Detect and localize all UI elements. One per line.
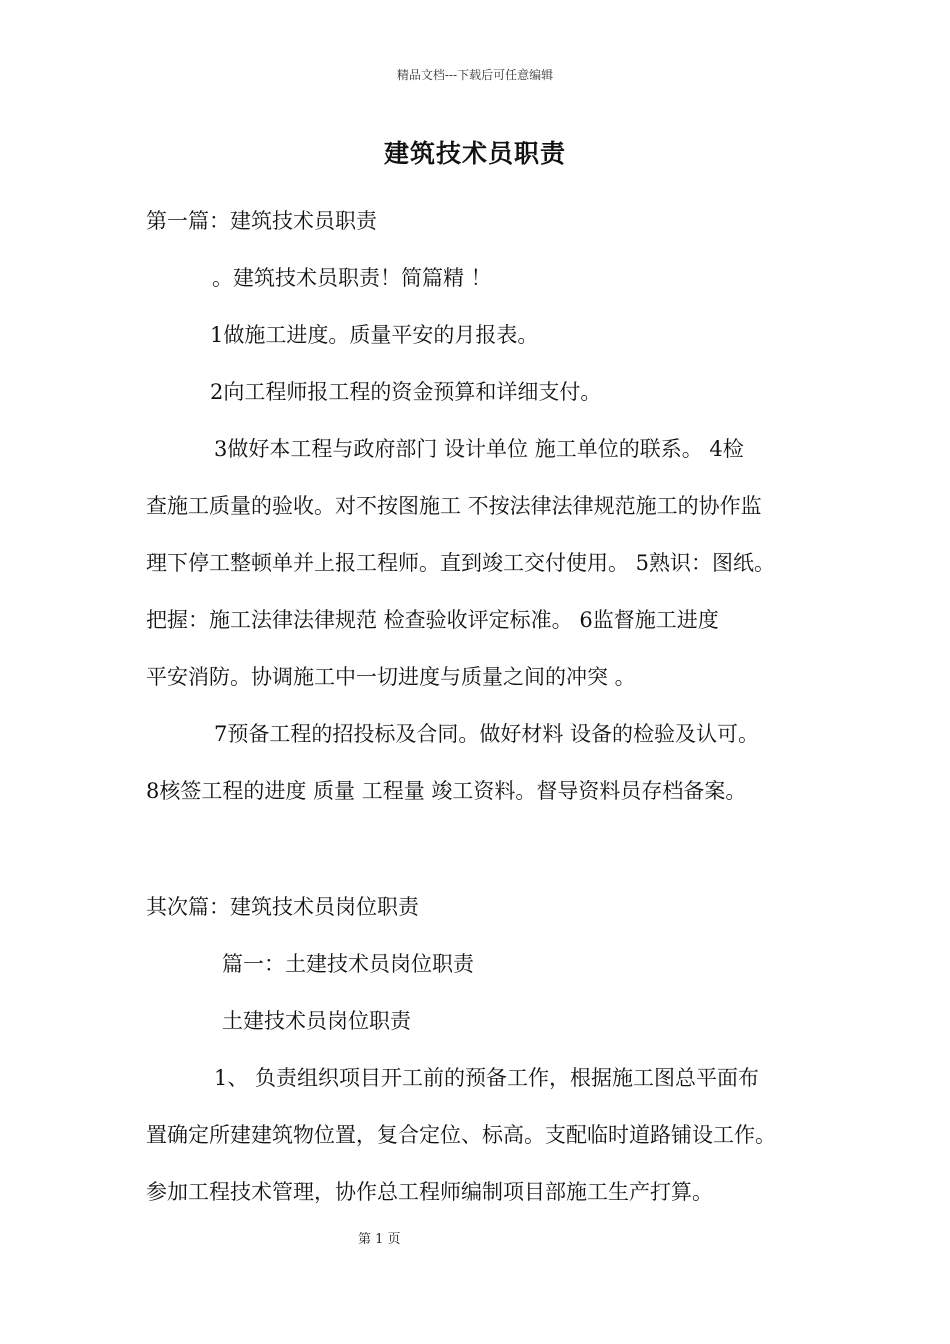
paragraph-line: 8核签工程的进度 质量 工程量 竣工资料。督导资料员存档备案。 xyxy=(146,779,747,803)
subsection-heading: 篇一：土建技术员岗位职责 xyxy=(222,952,474,976)
paragraph-line: 7预备工程的招投标及合同。做好材料 设备的检验及认可。 xyxy=(214,722,760,746)
document-title: 建筑技术员职责 xyxy=(383,139,566,168)
paragraph-line: 参加工程技术管理，协作总工程师编制项目部施工生产打算。 xyxy=(146,1180,713,1204)
paragraph-line: 平安消防。协调施工中一切进度与质量之间的冲突 。 xyxy=(146,665,636,689)
paragraph-line: 查施工质量的验收。对不按图施工 不按法律法律规范施工的协作监 xyxy=(146,494,762,518)
paragraph-line: 置确定所建建筑物位置，复合定位、标高。支配临时道路铺设工作。 xyxy=(146,1123,776,1147)
paragraph-line: 。建筑技术员职责！简篇精 ！ xyxy=(212,266,492,290)
paragraph-line: 理下停工整顿单并上报工程师。直到竣工交付使用。 5熟识：图纸。 xyxy=(146,551,776,575)
paragraph-line: 2向工程师报工程的资金预算和详细支付。 xyxy=(210,380,602,404)
subsection-title: 土建技术员岗位职责 xyxy=(222,1009,411,1033)
paragraph-line: 1做施工进度。质量平安的月报表。 xyxy=(210,323,539,347)
paragraph-line: 3做好本工程与政府部门 设计单位 施工单位的联系。 4检 xyxy=(214,437,744,461)
paragraph-line: 1、 负责组织项目开工前的预备工作，根据施工图总平面布 xyxy=(214,1066,760,1090)
page-number: 第 1 页 xyxy=(358,1232,401,1247)
header-note: 精品文档---下载后可任意编辑 xyxy=(396,68,554,82)
section-heading-1: 第一篇：建筑技术员职责 xyxy=(146,209,377,233)
paragraph-line: 把握：施工法律法律规范 检查验收评定标准。 6监督施工进度 xyxy=(146,608,719,632)
section-heading-2: 其次篇：建筑技术员岗位职责 xyxy=(146,895,419,919)
